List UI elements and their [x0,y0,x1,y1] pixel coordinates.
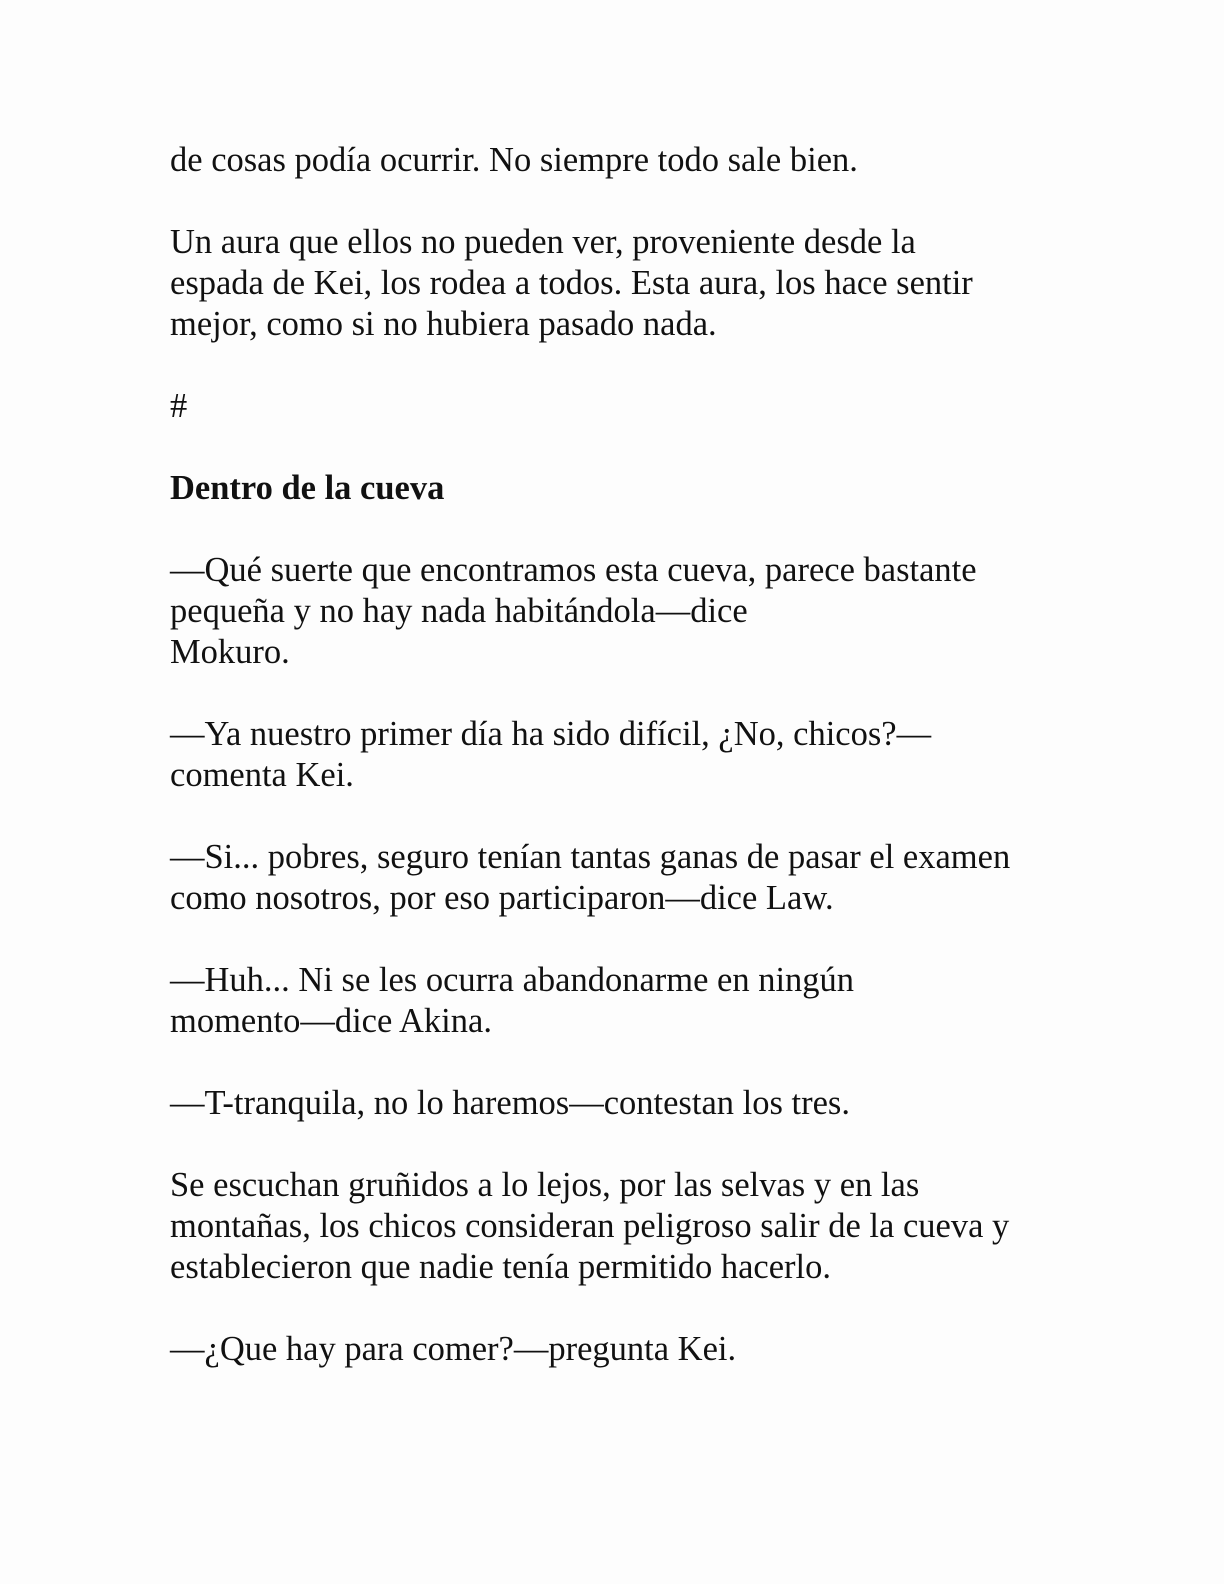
text-line: —T-tranquila, no lo haremos—contestan los tres. [170,1084,850,1122]
text-line: pequeña y no hay nada habitándola—dice [170,592,748,630]
paragraph [170,1329,1070,1370]
paragraph [170,140,1070,181]
text-line: Mokuro. [170,633,290,671]
text-line: —Huh... Ni se les ocurra abandonarme en ningún [170,961,855,999]
paragraph [170,1083,1070,1124]
section-heading-text: Dentro de la cueva [170,469,445,507]
text-line: —Ya nuestro primer día ha sido difícil, ¿No, chicos?— [170,715,932,753]
text-line: —Qué suerte que encontramos esta cueva, parece bastante [170,551,977,589]
paragraph [170,222,1070,345]
text-line: espada de Kei, los rodea a todos. Esta aura, los hace sentir [170,264,973,302]
text-line: comenta Kei. [170,756,354,794]
text-line: de cosas podía ocurrir. No siempre todo sale bien. [170,141,858,179]
scene-break [170,386,1070,427]
paragraph [170,714,1070,796]
text-line: como nosotros, por eso participaron—dice Law. [170,879,834,917]
document-body [170,140,1070,1411]
text-line: momento—dice Akina. [170,1002,492,1040]
text-line: Se escuchan gruñidos a lo lejos, por las selvas y en las [170,1166,920,1204]
scene-break-mark: # [170,387,188,425]
text-line: Un aura que ellos no pueden ver, proveniente desde la [170,223,916,261]
text-line: mejor, como si no hubiera pasado nada. [170,305,717,343]
text-line: —Si... pobres, seguro tenían tantas ganas de pasar el examen [170,838,1011,876]
paragraph [170,837,1070,919]
text-line: establecieron que nadie tenía permitido hacerlo. [170,1248,831,1286]
paragraph [170,960,1070,1042]
paragraph [170,550,1070,673]
paragraph [170,1165,1070,1288]
text-line: —¿Que hay para comer?—pregunta Kei. [170,1330,737,1368]
text-line: montañas, los chicos consideran peligroso salir de la cueva y [170,1207,1010,1245]
section-heading [170,468,1070,509]
